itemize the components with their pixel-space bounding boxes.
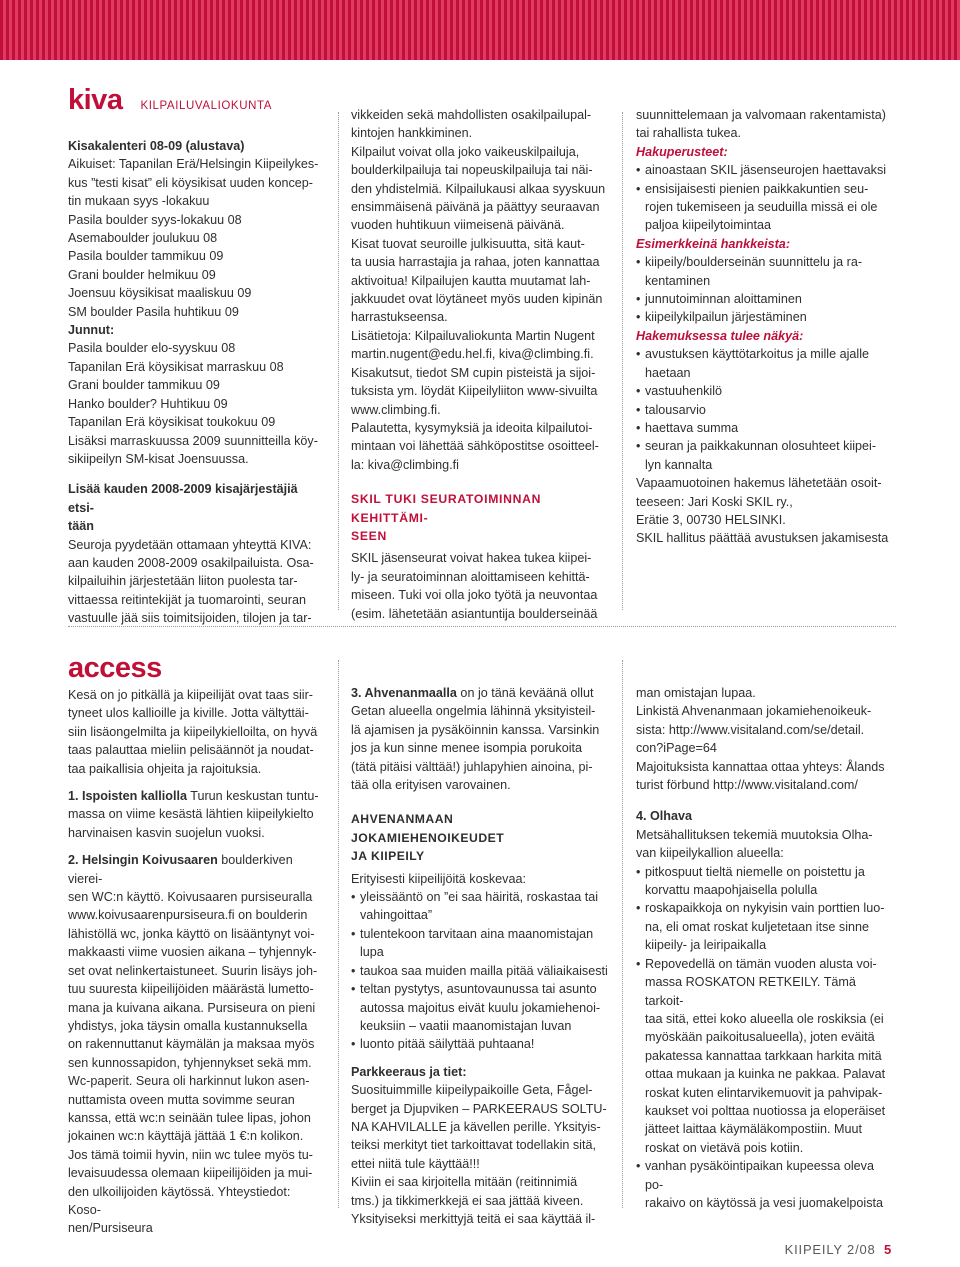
item-1-text <box>68 805 326 842</box>
text-line: SEEN <box>351 528 387 543</box>
item-3-title: 3. Ahvenanmaalla <box>351 686 457 700</box>
text-line: Tapanilan Erä köysikisat marraskuu 08 <box>68 359 284 374</box>
text-line: harvinaisen kasvin suojelun vuoksi. <box>68 825 265 840</box>
text-line: suunnittelemaan ja valvomaan rakentamista) <box>636 108 886 122</box>
text-line: lähistöllä wc, jonka käyttö on lisääntynyt voi- <box>68 926 315 941</box>
text-line: Lisätietoja: Kilpailuvaliokunta Martin Nugent <box>351 328 595 343</box>
text-line: sen WC:n käyttö. Koivusaaren pursiseuralla <box>68 890 313 905</box>
column-divider <box>622 112 623 610</box>
text-line: ly- ja seuratoiminnan aloittamiseen kehittä- <box>351 569 590 584</box>
text-line: Linkistä Ahvenanmaan jokamiehenoikeuk- <box>636 704 872 719</box>
column-divider <box>338 112 339 610</box>
kiva-column-2 <box>351 106 609 623</box>
list-item: • avustuksen käyttötarkoitus ja mille ajalle haetaan <box>636 345 894 382</box>
rights-list <box>351 888 609 1054</box>
competition-info-text <box>351 106 609 474</box>
list-item: • yleissääntö on ”ei saa häiritä, roskastaa tai vahingoittaa” <box>351 888 609 925</box>
list-item: • ainoastaan SKIL jäsenseurojen haettavaksi <box>636 161 894 179</box>
text-line: kanssa, että wc:n seinään tulee lipas, johon <box>68 1110 311 1125</box>
list-item: • vanhan pysäköintipaikan kupeessa oleva po- rakaivo on käytössä ja vesi juomakelpoista <box>636 1157 894 1212</box>
application-address-text <box>636 474 894 548</box>
text-line: tyneet ulos kallioille ja kiville. Jotta vältyttäi- <box>68 706 309 721</box>
text-line: harrastukseensa. <box>351 310 448 325</box>
calendar-title: Kisakalenteri 08-09 (alustava) <box>68 139 245 153</box>
text-line: miseen. Tuki voi olla joko työtä ja neuvontaa <box>351 588 598 603</box>
item-2-text <box>68 888 326 1238</box>
text-line: SKIL hallitus päättää avustuksen jakamisesta <box>636 531 889 546</box>
access-column-2 <box>351 684 609 1228</box>
text-line: sen kunnossapidon, tyhjennykset sekä mm. <box>68 1055 312 1070</box>
text-line: teiksi merkityt tiet tarkoittavat todellakin sitä, <box>351 1138 596 1153</box>
text-line: Majoituksista kannattaa ottaa yhteys: Ålands <box>636 759 885 774</box>
rights-intro: Erityisesti kiipeilijöitä koskevaa: <box>351 871 526 886</box>
text-line: tms.) ja tikkimerkkejä ei saa jättää kiveen. <box>351 1193 584 1208</box>
list-item: • talousarvio <box>636 401 894 419</box>
text-line: Pasila boulder tammikuu 09 <box>68 249 224 264</box>
text-line: AHVENANMAAN JOKAMIEHENOIKEUDET <box>351 812 505 845</box>
aland-links-text <box>636 684 894 794</box>
text-line: SM boulder Pasila huhtikuu 09 <box>68 304 239 319</box>
text-line: SKIL TUKI SEURATOIMINNAN KEHITTÄMI- <box>351 492 542 525</box>
text-line: Lisäksi marraskuussa 2009 suunnitteilla köy- <box>68 433 318 448</box>
examples-heading: Esimerkkeinä hankkeista: <box>636 236 791 251</box>
text-line: aktivoitua! Kilpailujen kautta muutamat lah- <box>351 273 591 288</box>
list-item: • kiipeily/boulderseinän suunnittelu ja ra- kentaminen <box>636 253 894 290</box>
text-line: set ovat nelinkertaistuneet. Suurin lisäys joh- <box>68 963 318 978</box>
text-line: Joensuu köysikisat maaliskuu 09 <box>68 286 252 301</box>
list-item: • roskapaikkoja on nykyisin vain porttien luo- na, eli omat roskat kuljetetaan itse sinne kiipeily- ja leiripaikalla <box>636 899 894 954</box>
text-line: sista: http://www.visitaland.com/se/detail. <box>636 722 865 737</box>
page-number: 5 <box>883 1242 892 1257</box>
list-item: • junnutoiminnan aloittaminen <box>636 290 894 308</box>
text-line: Lisää kauden 2008-2009 kisajärjestäjiä etsi- <box>68 482 298 515</box>
criteria-heading: Hakuperusteet: <box>636 144 728 159</box>
item-3-first-line: 3. Ahvenanmaalla on jo tänä keväänä ollut <box>351 686 594 700</box>
text-line: Hanko boulder? Huhtikuu 09 <box>68 396 228 411</box>
access-section-word: access <box>68 652 162 684</box>
text-line: massa on viime kesästä lähtien kiipeilykielto <box>68 807 314 822</box>
text-line: van kiipeilykallion alueella: <box>636 846 784 861</box>
text-line: den ulkoilijoiden käytössä. Yhteystiedot: Koso- <box>68 1184 291 1217</box>
text-line: kus ”testi kisat” eli köysikisat uuden koncep- <box>68 175 313 190</box>
text-line: vuoden huhtikuun viimeisenä päivänä. <box>351 218 565 233</box>
text-line: Jos tämä toimii hyvin, niin wc tulee myös tu- <box>68 1147 313 1162</box>
list-item: • ensisijaisesti pienien paikkakuntien seu- rojen tukemiseen ja seuduilla missä ei ole paljoa kiipeilytoimintaa <box>636 180 894 235</box>
kiva-section-word: kiva <box>68 84 123 116</box>
text-line: jokainen wc:n käyttäjä jättää 1 €:n kolikon. <box>68 1129 304 1144</box>
list-item: • luonto pitää säilyttää puhtaana! <box>351 1035 609 1053</box>
access-section-heading <box>68 652 162 685</box>
list-item: • teltan pystytys, asuntovaunussa tai asunto autossa majoitus eivät kuulu jokamiehenoi- keuksiin – vaatii maanomistajan luvan <box>351 980 609 1035</box>
text-line: www.koivusaarenpursiseura.fi on boulderin <box>68 908 308 923</box>
item-3-text <box>351 702 609 794</box>
text-line: Pasila boulder syys-lokakuu 08 <box>68 212 242 227</box>
application-contents-heading: Hakemuksessa tulee näkyä: <box>636 328 804 343</box>
text-line: teeseen: Jari Koski SKIL ry., <box>636 494 793 509</box>
text-line: tin mukaan syys -lokakuu <box>68 194 210 209</box>
rights-heading <box>351 810 609 865</box>
text-line: Kisakutsut, tiedot SM cupin pisteistä ja sijoi- <box>351 365 596 380</box>
text-line: siin lisäongelmilta ja kiipeilykielloilta, on hyvä <box>68 724 318 739</box>
text-line: yhdistys, joka täysin omalla kustannuksella <box>68 1018 308 1033</box>
text-line: man omistajan lupaa. <box>636 686 756 700</box>
text-line: vikkeiden sekä mahdollisten osakilpailupal- <box>351 108 592 122</box>
text-line: nen/Pursiseura <box>68 1221 153 1236</box>
text-line: taa paikallisia ohjeita ja rajoituksia. <box>68 761 262 776</box>
text-line: levaisuudessa olemaan kiipeilijöiden ja mui- <box>68 1166 313 1181</box>
text-line: Wc-paperit. Seura oli harkinnut lukon asen- <box>68 1074 310 1089</box>
item-1-title: 1. Ispoisten kalliolla <box>68 789 187 804</box>
text-line: ensimmäisenä päivänä ja päättyy seuraavan <box>351 200 600 215</box>
text-line: sikiipeilyn SM-kisat Joensuussa. <box>68 451 249 466</box>
skil-support-heading <box>351 490 609 545</box>
juniors-label: Junnut: <box>68 323 115 338</box>
item-4-title: 4. Olhava <box>636 809 693 824</box>
text-line: Grani boulder helmikuu 09 <box>68 267 216 282</box>
text-line: Pasila boulder elo-syyskuu 08 <box>68 341 236 356</box>
text-line: Aikuiset: Tapanilan Erä/Helsingin Kiipeilykes- <box>68 157 319 172</box>
text-line: mintaan voi lähettää sähköpostitse osoitteel- <box>351 439 599 454</box>
list-item: • seuran ja paikkakunnan olosuhteet kiipei- lyn kannalta <box>636 437 894 474</box>
criteria-list <box>636 161 894 235</box>
list-item: • vastuuhenkilö <box>636 382 894 400</box>
decorative-stripe-band <box>0 0 960 60</box>
text-line: vittaessa reitintekijät ja tuomarointi, seuran <box>68 592 306 607</box>
text-line: Asemaboulder joulukuu 08 <box>68 231 218 246</box>
text-line: tuksista ym. löydät Kiipeilyliiton www-sivuilta <box>351 384 598 399</box>
text-line: kintojen hankkiminen. <box>351 126 473 141</box>
text-line: NA KAHVILALLE ja kävellen perille. Yksityis- <box>351 1119 601 1134</box>
list-item: • haettava summa <box>636 419 894 437</box>
access-intro-text <box>68 686 326 778</box>
access-column-1 <box>68 686 326 1238</box>
organizers-text <box>68 536 326 628</box>
text-line: tuu suuresta kiipeilijöiden määrästä lumetto- <box>68 982 314 997</box>
examples-list <box>636 253 894 327</box>
text-line: taas palauttaa mieliin pelisäännöt ja noudat- <box>68 743 314 758</box>
text-line: www.climbing.fi. <box>351 402 441 417</box>
text-line: jos ja kun sinne menee isompia porukoita <box>351 741 583 756</box>
text-line: SKIL jäsenseurat voivat hakea tukea kiipei- <box>351 551 592 566</box>
text-line: Erätie 3, 00730 HELSINKI. <box>636 512 786 527</box>
text-line: vastuulle jää siis toimitsijoiden, tilojen ja tar- <box>68 611 312 626</box>
kiva-column-1 <box>68 137 326 628</box>
text-line: Vapaamuotoinen hakemus lähetetään osoit- <box>636 476 882 491</box>
page-footer <box>785 1242 892 1257</box>
column-divider <box>338 660 339 1208</box>
parking-text <box>351 1081 609 1228</box>
text-line: Tapanilan Erä köysikisat toukokuu 09 <box>68 415 276 430</box>
text-line: Getan alueella ongelmia lähinnä yksityisteil- <box>351 704 596 719</box>
item-4-text <box>636 826 894 863</box>
text-line: makkaasti viime vuosien aikana – tyhjennyk- <box>68 945 317 960</box>
text-line: turist förbund http://www.visitaland.com/ <box>636 778 858 793</box>
access-column-3 <box>636 684 894 1212</box>
text-line: Yksityiseksi merkittyjä teitä ei saa käyttää il- <box>351 1211 596 1226</box>
organizers-heading <box>68 480 326 535</box>
magazine-issue: KIIPEILY 2/08 <box>784 1242 876 1257</box>
text-line: Suosituimmille kiipeilypaikoille Geta, Fågel- <box>351 1083 593 1098</box>
text-line: (tätä pitäisi välttää!) juhlapyhien ainoina, pi- <box>351 759 593 774</box>
text-line: Grani boulder tammikuu 09 <box>68 378 220 393</box>
text-line: kilpailuihin järjestetään liiton puolesta tar- <box>68 574 298 589</box>
text-line: Kisat tuovat seuroille julkisuutta, sitä kaut- <box>351 236 585 251</box>
text-line: con?iPage=64 <box>636 741 717 756</box>
text-line: la: kiva@climbing.fi <box>351 457 459 472</box>
text-line: ta uusia harrastajia ja rahaa, joten kannattaa <box>351 255 600 270</box>
text-line: Seuroja pyydetään ottamaan yhteyttä KIVA: <box>68 537 312 552</box>
list-item: • pitkospuut tieltä niemelle on poistettu ja korvattu maapohjaisella polulla <box>636 863 894 900</box>
skil-support-text <box>351 549 609 623</box>
list-item: • taukoa saa muiden mailla pitää väliaikaisesti <box>351 962 609 980</box>
text-line: martin.nugent@edu.hel.fi, kiva@climbing.fi. <box>351 347 594 362</box>
kiva-section-heading <box>68 84 272 117</box>
application-contents-list <box>636 345 894 474</box>
junior-lines <box>68 339 326 468</box>
kiva-section-subtitle: KILPAILUVALIOKUNTA <box>140 100 273 112</box>
text-line: Kilpailut voivat olla joko vaikeuskilpailuja, <box>351 144 580 159</box>
section-separator <box>68 626 896 627</box>
text-line: nuttamista oveen mutta sovimme seuran <box>68 1092 295 1107</box>
text-line: berget ja Djupviken – PARKEERAUS SOLTU- <box>351 1101 607 1116</box>
text-line: tää olla erityisen varovainen. <box>351 778 511 793</box>
olhava-changes-list <box>636 863 894 1213</box>
text-line: ettei niitä tule käyttää!!! <box>351 1156 480 1171</box>
list-item: • tulentekoon tarvitaan aina maanomistajan lupa <box>351 925 609 962</box>
text-line: jakkuudet ovat löytäneet myös uuden kipinän <box>351 292 603 307</box>
text-line: Metsähallituksen tekemiä muutoksia Olha- <box>636 827 873 842</box>
text-line: Kiviin ei saa kirjoitella mitään (reitinnimiä <box>351 1175 578 1190</box>
text-line: tai rahallista tukea. <box>636 126 742 141</box>
text-line: den yhdistelmiä. Kilpailukausi alkaa syyskuun <box>351 181 606 196</box>
item-1-first-line: 1. Ispoisten kalliolla Turun keskustan tuntu- <box>68 789 319 804</box>
column-divider <box>622 660 623 1208</box>
text-line: tään <box>68 519 94 534</box>
item-2-first-line: 2. Helsingin Koivusaaren boulderkiven vierei- <box>68 853 293 886</box>
kiva-column-3 <box>636 106 894 548</box>
text-line: Kesä on jo pitkällä ja kiipeilijät ovat taas siir- <box>68 688 313 702</box>
text-line: on rakennuttanut käymälän ja maksaa myös <box>68 1037 315 1052</box>
text-line: (esim. lähetetään asiantuntija boulderseinää <box>351 606 598 621</box>
calendar-lines <box>68 155 326 321</box>
text-line: lä ajamisen ja pysäköinnin kanssa. Varsinkin <box>351 722 600 737</box>
item-2-title: 2. Helsingin Koivusaaren <box>68 853 218 868</box>
text-line: mana ja kuivana aikana. Pursiseura on pieni <box>68 1000 316 1015</box>
list-item: • kiipeilykilpailun järjestäminen <box>636 308 894 326</box>
parking-heading: Parkkeeraus ja tiet: <box>351 1064 467 1079</box>
skil-support-intro <box>636 106 894 143</box>
list-item: • Repovedellä on tämän vuoden alusta voi- massa ROSKATON RETKEILY. Tämä tarkoit- taa sitä, ettei koko alueella ole roskiksia (ei myöskään paikoitusalueella), joten eväitä pakatessa kannattaa tarkkaan harkita mitä ottaa mukaan ja kuinka ne pakkaa. Palavat roskat kuten elintarvikemuovit ja pahvipak- kaukset voi polttaa nuotiossa ja eloperäiset jätteet laittaa käymäläkompostiin. Muut roskat on vietävä pois kotiin. <box>636 955 894 1157</box>
text-line: Palautetta, kysymyksiä ja ideoita kilpailutoi- <box>351 420 593 435</box>
text-line: JA KIIPEILY <box>351 849 425 864</box>
text-line: boulderkilpailuja tai nopeuskilpailuja tai näi- <box>351 163 593 178</box>
text-line: aan kauden 2008-2009 osakilpailuista. Osa- <box>68 555 314 570</box>
